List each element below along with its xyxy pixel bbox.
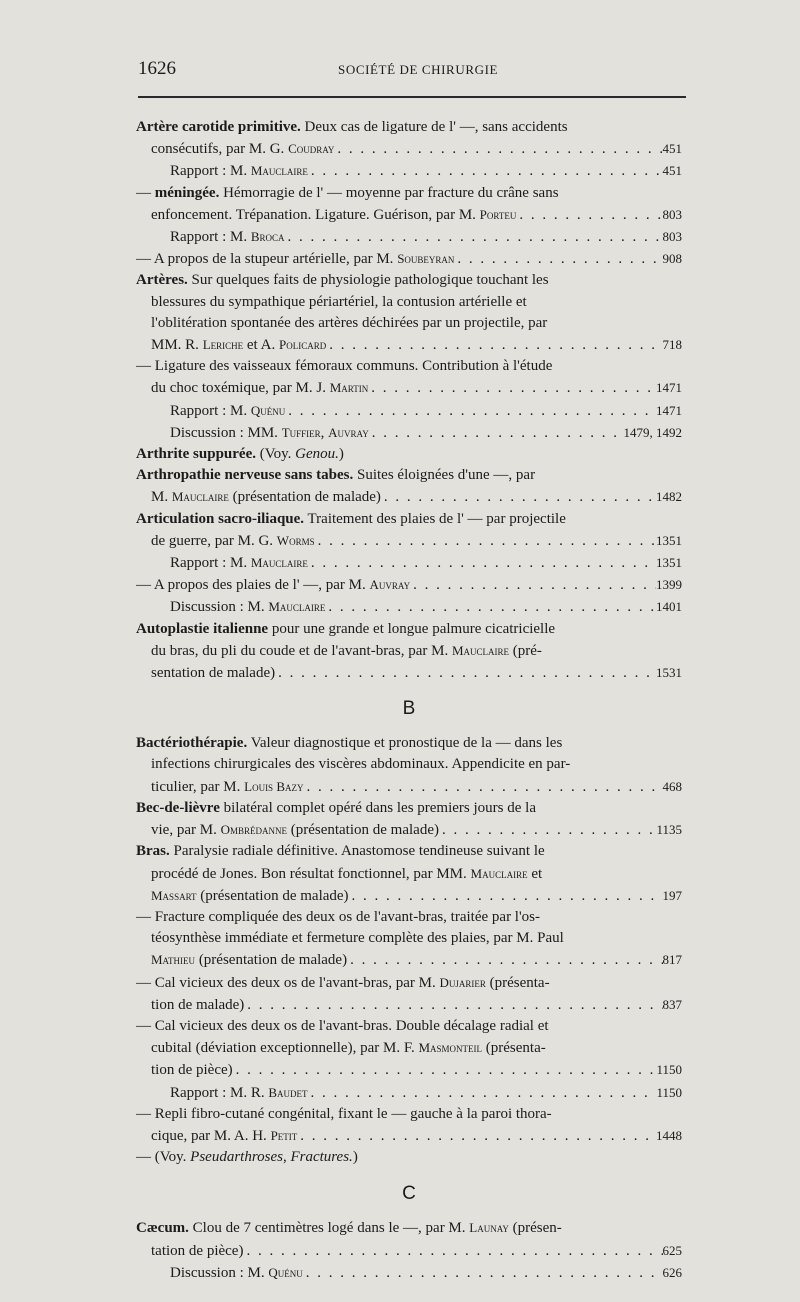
entry-text: Rapport : M. Mauclaire [170, 555, 308, 572]
page-reference: 1531 [656, 665, 682, 681]
entry-line [136, 972, 682, 994]
page-reference: 1351 [656, 532, 682, 548]
entry-text: Artères. Sur quelques faits de physiologie pathologique touchant les [136, 272, 549, 289]
entry-text: téosynthèse immédiate et fermeture complète des plaies, par M. Paul [151, 930, 564, 947]
page-number: 1626 [138, 58, 176, 79]
index-entry [136, 841, 682, 1168]
entry-line [136, 138, 682, 160]
page-reference: 626 [662, 1264, 682, 1280]
entry-text: infections chirurgicales des viscères abdominaux. Appendicite en par- [151, 756, 571, 773]
dot-leader [381, 487, 656, 508]
entry-line [136, 400, 682, 422]
dot-leader [297, 1126, 656, 1147]
dot-leader [368, 378, 656, 399]
entry-line [136, 160, 682, 182]
header-rule [138, 96, 686, 98]
page-reference: 1448 [656, 1127, 682, 1143]
entry-text: Bactériothérapie. Valeur diagnostique et pronostique de la — dans les [136, 735, 563, 752]
entry-text: blessures du sympathique périartériel, la contusion artérielle et [151, 293, 527, 310]
entry-line [136, 1082, 682, 1104]
dot-leader [410, 575, 656, 596]
entry-text: Artère carotide primitive. Deux cas de ligature de l' —, sans accidents [136, 119, 568, 135]
entry-line [136, 662, 682, 684]
entry-line [136, 444, 682, 465]
entry-text: Massart (présentation de malade) [151, 887, 349, 904]
page-reference: 1150 [656, 1084, 682, 1100]
entry-line [136, 1059, 682, 1081]
entry-line [136, 949, 682, 971]
entry-line [136, 1037, 682, 1059]
entry-text: consécutifs, par M. G. Coudray [151, 141, 335, 158]
entry-text: sentation de malade) [151, 665, 276, 682]
index-entry [136, 444, 682, 465]
entry-line [136, 422, 682, 444]
entry-line [136, 270, 682, 291]
section-letter-b: B [402, 698, 416, 720]
entry-text: Arthrite suppurée. (Voy. Genou.) [136, 446, 344, 463]
page-reference: 1471 [656, 380, 682, 396]
dot-leader [454, 249, 662, 270]
page-reference: 718 [662, 337, 682, 353]
entry-line [136, 334, 682, 356]
dot-leader [243, 1241, 662, 1262]
entry-line [136, 509, 682, 530]
entry-line [136, 1125, 682, 1147]
entry-line [136, 465, 682, 486]
entry-line [136, 204, 682, 226]
index-entry [136, 465, 682, 508]
entry-text: de guerre, par M. G. Worms [151, 532, 315, 549]
entry-text: — Ligature des vaisseaux fémoraux communs. Contribution à l'étude [136, 358, 553, 375]
page-reference: 1479, 1492 [623, 424, 682, 440]
page-reference: 1401 [656, 599, 682, 615]
page-reference: 1471 [656, 402, 682, 418]
entry-text: — méningée. Hémorragie de l' — moyenne par fracture du crâne sans [136, 184, 559, 201]
entry-line [136, 596, 682, 618]
entry-text: Autoplastie italienne pour une grande et longue palmure cicatricielle [136, 620, 556, 637]
entry-text: Discussion : M. Mauclaire [170, 599, 326, 616]
entry-line [136, 907, 682, 928]
entry-text: Discussion : M. Quénu [170, 1264, 303, 1281]
entry-line [136, 994, 682, 1016]
index-entry [136, 509, 682, 619]
entry-line [136, 798, 682, 819]
page-reference: 468 [662, 778, 682, 794]
dot-leader [369, 423, 624, 444]
entry-text: M. Mauclaire (présentation de malade) [151, 489, 381, 506]
dot-leader [285, 227, 663, 248]
entry-text: l'oblitération spontanée des artères déchirées par un projectile, par [151, 314, 548, 331]
entry-text: Articulation sacro-iliaque. Traitement des plaies de l' — par projectile [136, 510, 566, 527]
entry-line [136, 248, 682, 270]
entry-line [136, 640, 682, 662]
index-entry [136, 619, 682, 685]
entry-line [136, 1217, 682, 1239]
dot-leader [303, 1263, 663, 1284]
entry-text: ticulier, par M. Louis Bazy [151, 778, 304, 795]
page-reference: 803 [662, 206, 682, 222]
index-body [136, 117, 682, 1284]
entry-text: du bras, du pli du coude et de l'avant-bras, par M. Mauclaire (pré- [151, 642, 542, 659]
index-entry [136, 270, 682, 444]
entry-line [136, 928, 682, 949]
dot-leader [285, 401, 656, 422]
entry-text: Arthropathie nerveuse sans tabes. Suites éloignées d'une —, par [136, 467, 536, 484]
index-entry [136, 733, 682, 798]
entry-line [136, 530, 682, 552]
entry-text: Rapport : M. Broca [170, 229, 285, 246]
page-reference: 451 [662, 141, 682, 157]
entry-line [136, 377, 682, 399]
page-reference: 1135 [656, 822, 682, 838]
entry-line [136, 1147, 682, 1168]
index-entry [136, 1217, 682, 1284]
entry-text: Mathieu (présentation de malade) [151, 952, 348, 969]
dot-leader [308, 553, 656, 574]
entry-text: Discussion : MM. Tuffier, Auvray [170, 424, 369, 441]
entry-line [136, 183, 682, 204]
entry-text: Rapport : M. Mauclaire [170, 163, 308, 180]
entry-line [136, 754, 682, 775]
page-reference: 1351 [656, 555, 682, 571]
page-header [138, 58, 682, 84]
entry-text: — A propos des plaies de l' —, par M. Auvray [136, 577, 411, 594]
entry-line [136, 486, 682, 508]
dot-leader [244, 995, 662, 1016]
dot-leader [334, 139, 662, 160]
entry-line [136, 1104, 682, 1125]
index-entry [136, 798, 682, 841]
entry-line [136, 292, 682, 313]
page-reference: 625 [662, 1242, 682, 1258]
entry-text: tation de pièce) [151, 1242, 244, 1259]
entry-text: Rapport : M. Quénu [170, 402, 286, 419]
entry-text: enfoncement. Trépanation. Ligature. Guérison, par M. Porteu [151, 206, 517, 223]
entry-text: Bras. Paralysie radiale définitive. Anastomose tendineuse suivant le [136, 843, 545, 860]
page-reference: 1482 [656, 489, 682, 505]
page-reference: 817 [662, 952, 682, 968]
index-entry [136, 117, 682, 270]
entry-line [136, 819, 682, 841]
entry-text: — Repli fibro-cutané congénital, fixant le — gauche à la paroi thora- [136, 1105, 552, 1122]
dot-leader [275, 663, 656, 684]
entry-text: MM. R. Leriche et A. Policard [151, 337, 327, 354]
entry-line [136, 1016, 682, 1037]
page-reference: 837 [662, 996, 682, 1012]
entry-line [136, 226, 682, 248]
dot-leader [233, 1060, 657, 1081]
page-reference: 197 [662, 887, 682, 903]
entry-text: cique, par M. A. H. Petit [151, 1127, 298, 1144]
entry-line [136, 117, 682, 138]
entry-text: — A propos de la stupeur artérielle, par M. Soubeyran [136, 251, 455, 268]
dot-leader [304, 777, 663, 798]
entry-text: — Cal vicieux des deux os de l'avant-bras. Double décalage radial et [136, 1017, 549, 1034]
entry-text: — Cal vicieux des deux os de l'avant-bras, par M. Dujarier (présenta- [136, 974, 550, 991]
entry-text: procédé de Jones. Bon résultat fonctionnel, par MM. Mauclaire et [151, 865, 543, 882]
dot-leader [516, 205, 662, 226]
dot-leader [308, 161, 663, 182]
entry-line [136, 356, 682, 377]
entry-text: tion de pièce) [151, 1062, 233, 1079]
entry-line [136, 841, 682, 862]
dot-leader [315, 531, 656, 552]
entry-line [136, 313, 682, 334]
page-reference: 1150 [656, 1062, 682, 1078]
dot-leader [308, 1083, 657, 1104]
entry-line [136, 885, 682, 907]
entry-line [136, 552, 682, 574]
entry-line [136, 619, 682, 640]
entry-text: vie, par M. Ombrédanne (présentation de malade) [151, 822, 439, 839]
entry-line [136, 1262, 682, 1284]
entry-text: — Fracture compliquée des deux os de l'avant-bras, traitée par l'os- [136, 908, 541, 925]
entry-text: cubital (déviation exceptionnelle), par M. F. Masmonteil (présenta- [151, 1040, 546, 1057]
dot-leader [325, 597, 656, 618]
entry-line [136, 733, 682, 754]
running-title: SOCIÉTÉ DE CHIRURGIE [338, 62, 499, 77]
entry-text: Bec-de-lièvre bilatéral complet opéré dans les premiers jours de la [136, 799, 536, 816]
entry-text: du choc toxémique, par M. J. Martin [151, 380, 369, 397]
dot-leader [439, 820, 656, 841]
entry-line [136, 1240, 682, 1262]
section-letter-c: C [402, 1183, 416, 1205]
entry-text: Cæcum. Clou de 7 centimètres logé dans le —, par M. Launay (présen- [136, 1220, 562, 1237]
page-reference: 1399 [656, 577, 682, 593]
entry-line [136, 863, 682, 885]
page-reference: 451 [662, 163, 682, 179]
dot-leader [349, 886, 663, 907]
entry-line [136, 574, 682, 596]
entry-text: tion de malade) [151, 996, 245, 1013]
page-reference: 803 [662, 229, 682, 245]
entry-text: — (Voy. Pseudarthroses, Fractures.) [136, 1149, 358, 1166]
entry-text: Rapport : M. R. Baudet [170, 1084, 308, 1101]
dot-leader [326, 335, 662, 356]
page-reference: 908 [662, 251, 682, 267]
entry-line [136, 776, 682, 798]
dot-leader [347, 950, 662, 971]
